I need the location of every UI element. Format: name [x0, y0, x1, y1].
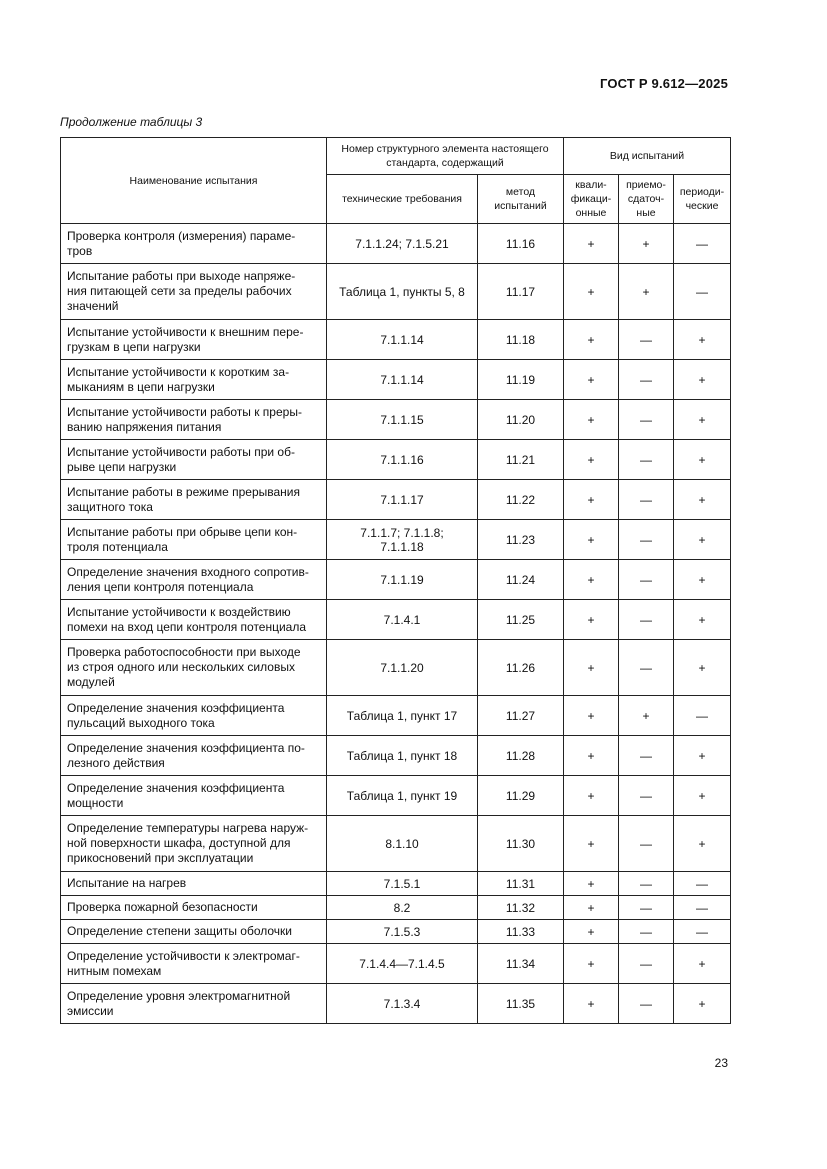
- header-test-kind: Вид испытаний: [564, 138, 731, 175]
- header-tech-requirements: технические требования: [327, 175, 478, 224]
- cell-tech-requirements: 7.1.5.3: [327, 920, 478, 944]
- cell-periodic: —: [674, 920, 731, 944]
- cell-test-method: 11.24: [478, 560, 564, 600]
- header-structural-element: Номер структурного элемента настоящего стандарта, содержащий: [327, 138, 564, 175]
- cell-tech-requirements: 8.2: [327, 896, 478, 920]
- cell-test-name: Испытание устойчивости работы к преры- ванию напряжения питания: [61, 400, 327, 440]
- table-row: [61, 776, 731, 816]
- table-row: [61, 896, 731, 920]
- cell-qualification: +: [564, 440, 619, 480]
- table-caption: Продолжение таблицы 3: [60, 115, 203, 129]
- table-row: [61, 640, 731, 696]
- cell-tech-requirements: 7.1.4.4—7.1.4.5: [327, 944, 478, 984]
- cell-test-method: 11.16: [478, 224, 564, 264]
- cell-periodic: +: [674, 480, 731, 520]
- cell-test-method: 11.20: [478, 400, 564, 440]
- cell-test-name: Проверка работоспособности при выходе из строя одного или нескольких силовых модулей: [61, 640, 327, 696]
- cell-acceptance: —: [619, 360, 674, 400]
- cell-test-name: Определение уровня электромагнитной эмиссии: [61, 984, 327, 1024]
- cell-tech-requirements: 7.1.1.14: [327, 360, 478, 400]
- cell-tech-requirements: 7.1.4.1: [327, 600, 478, 640]
- cell-qualification: +: [564, 480, 619, 520]
- tests-table: [60, 137, 731, 1024]
- cell-acceptance: —: [619, 480, 674, 520]
- cell-qualification: +: [564, 400, 619, 440]
- cell-tech-requirements: 7.1.1.7; 7.1.1.8; 7.1.1.18: [327, 520, 478, 560]
- cell-periodic: +: [674, 640, 731, 696]
- cell-test-method: 11.30: [478, 816, 564, 872]
- cell-periodic: +: [674, 776, 731, 816]
- cell-qualification: +: [564, 560, 619, 600]
- cell-acceptance: —: [619, 600, 674, 640]
- cell-tech-requirements: Таблица 1, пункт 18: [327, 736, 478, 776]
- header-qualification: квали- фикаци- онные: [564, 175, 619, 224]
- cell-test-name: Определение температуры нагрева наруж- ной поверхности шкафа, доступной для прикосновений при эксплуатации: [61, 816, 327, 872]
- cell-test-method: 11.28: [478, 736, 564, 776]
- cell-test-name: Определение устойчивости к электромаг- нитным помехам: [61, 944, 327, 984]
- table-row: [61, 944, 731, 984]
- table-row: [61, 400, 731, 440]
- document-id: ГОСТ Р 9.612—2025: [599, 76, 728, 91]
- cell-test-method: 11.33: [478, 920, 564, 944]
- cell-qualification: +: [564, 320, 619, 360]
- cell-test-name: Проверка контроля (измерения) параме- тров: [61, 224, 327, 264]
- cell-qualification: +: [564, 816, 619, 872]
- cell-acceptance: —: [619, 816, 674, 872]
- cell-qualification: +: [564, 736, 619, 776]
- cell-test-method: 11.29: [478, 776, 564, 816]
- cell-test-method: 11.32: [478, 896, 564, 920]
- cell-qualification: +: [564, 696, 619, 736]
- cell-test-method: 11.25: [478, 600, 564, 640]
- cell-qualification: +: [564, 520, 619, 560]
- cell-qualification: +: [564, 224, 619, 264]
- cell-test-name: Определение значения входного сопротив- ления цепи контроля потенциала: [61, 560, 327, 600]
- table-row: [61, 696, 731, 736]
- cell-tech-requirements: 7.1.1.24; 7.1.5.21: [327, 224, 478, 264]
- cell-periodic: —: [674, 896, 731, 920]
- cell-periodic: +: [674, 944, 731, 984]
- cell-test-method: 11.23: [478, 520, 564, 560]
- cell-test-name: Испытание устойчивости работы при об- рыве цепи нагрузки: [61, 440, 327, 480]
- cell-tech-requirements: 8.1.10: [327, 816, 478, 872]
- cell-test-name: Проверка пожарной безопасности: [61, 896, 327, 920]
- cell-acceptance: —: [619, 776, 674, 816]
- cell-tech-requirements: Таблица 1, пункт 19: [327, 776, 478, 816]
- cell-qualification: +: [564, 944, 619, 984]
- cell-periodic: +: [674, 520, 731, 560]
- cell-acceptance: +: [619, 696, 674, 736]
- cell-acceptance: —: [619, 640, 674, 696]
- cell-acceptance: —: [619, 440, 674, 480]
- cell-periodic: +: [674, 400, 731, 440]
- cell-test-method: 11.27: [478, 696, 564, 736]
- cell-periodic: —: [674, 872, 731, 896]
- cell-test-name: Определение значения коэффициента пульсаций выходного тока: [61, 696, 327, 736]
- cell-periodic: +: [674, 320, 731, 360]
- table-row: [61, 320, 731, 360]
- cell-periodic: +: [674, 440, 731, 480]
- cell-tech-requirements: 7.1.1.15: [327, 400, 478, 440]
- cell-qualification: +: [564, 984, 619, 1024]
- cell-acceptance: —: [619, 984, 674, 1024]
- table-row: [61, 736, 731, 776]
- cell-test-name: Испытание устойчивости к внешним пере- грузкам в цепи нагрузки: [61, 320, 327, 360]
- cell-acceptance: —: [619, 944, 674, 984]
- table-row: [61, 440, 731, 480]
- cell-periodic: —: [674, 264, 731, 320]
- cell-acceptance: —: [619, 560, 674, 600]
- table-row: [61, 600, 731, 640]
- cell-test-name: Испытание устойчивости к воздействию помехи на вход цепи контроля потенциала: [61, 600, 327, 640]
- cell-tech-requirements: 7.1.1.20: [327, 640, 478, 696]
- header-test-name: Наименование испытания: [61, 138, 327, 224]
- cell-test-method: 11.31: [478, 872, 564, 896]
- table-row: [61, 816, 731, 872]
- cell-test-name: Определение значения коэффициента мощности: [61, 776, 327, 816]
- cell-test-method: 11.21: [478, 440, 564, 480]
- cell-test-method: 11.26: [478, 640, 564, 696]
- cell-periodic: +: [674, 736, 731, 776]
- cell-tech-requirements: 7.1.1.16: [327, 440, 478, 480]
- cell-periodic: +: [674, 984, 731, 1024]
- header-periodic: периоди- ческие: [674, 175, 731, 224]
- cell-qualification: +: [564, 920, 619, 944]
- cell-qualification: +: [564, 264, 619, 320]
- cell-acceptance: —: [619, 872, 674, 896]
- cell-qualification: +: [564, 776, 619, 816]
- cell-acceptance: —: [619, 920, 674, 944]
- cell-acceptance: +: [619, 224, 674, 264]
- table-row: [61, 480, 731, 520]
- cell-tech-requirements: 7.1.1.17: [327, 480, 478, 520]
- cell-test-name: Определение значения коэффициента по- лезного действия: [61, 736, 327, 776]
- cell-tech-requirements: 7.1.1.14: [327, 320, 478, 360]
- cell-test-method: 11.18: [478, 320, 564, 360]
- cell-qualification: +: [564, 872, 619, 896]
- cell-test-name: Испытание на нагрев: [61, 872, 327, 896]
- table-row: [61, 872, 731, 896]
- cell-test-name: Испытание работы в режиме прерывания защитного тока: [61, 480, 327, 520]
- table-row: [61, 560, 731, 600]
- cell-tech-requirements: 7.1.1.19: [327, 560, 478, 600]
- table-header: [61, 138, 731, 224]
- cell-tech-requirements: 7.1.3.4: [327, 984, 478, 1024]
- table-row: [61, 264, 731, 320]
- cell-periodic: +: [674, 816, 731, 872]
- cell-test-name: Испытание работы при выходе напряже- ния питающей сети за пределы рабочих значений: [61, 264, 327, 320]
- cell-acceptance: —: [619, 400, 674, 440]
- cell-acceptance: —: [619, 520, 674, 560]
- cell-acceptance: —: [619, 896, 674, 920]
- table-row: [61, 224, 731, 264]
- cell-test-method: 11.17: [478, 264, 564, 320]
- cell-qualification: +: [564, 640, 619, 696]
- table-row: [61, 360, 731, 400]
- cell-test-method: 11.19: [478, 360, 564, 400]
- table-row: [61, 984, 731, 1024]
- cell-test-name: Испытание устойчивости к коротким за- мыканиям в цепи нагрузки: [61, 360, 327, 400]
- cell-tech-requirements: Таблица 1, пункты 5, 8: [327, 264, 478, 320]
- cell-qualification: +: [564, 600, 619, 640]
- cell-periodic: +: [674, 600, 731, 640]
- cell-test-method: 11.22: [478, 480, 564, 520]
- cell-acceptance: —: [619, 736, 674, 776]
- table-row: [61, 520, 731, 560]
- header-test-method: метод испытаний: [478, 175, 564, 224]
- cell-periodic: —: [674, 696, 731, 736]
- table-body: [61, 224, 731, 1024]
- page-number: 23: [714, 1056, 728, 1070]
- cell-qualification: +: [564, 360, 619, 400]
- cell-tech-requirements: 7.1.5.1: [327, 872, 478, 896]
- cell-test-method: 11.34: [478, 944, 564, 984]
- cell-qualification: +: [564, 896, 619, 920]
- cell-periodic: +: [674, 360, 731, 400]
- cell-acceptance: —: [619, 320, 674, 360]
- cell-periodic: +: [674, 560, 731, 600]
- cell-tech-requirements: Таблица 1, пункт 17: [327, 696, 478, 736]
- cell-test-name: Испытание работы при обрыве цепи кон- троля потенциала: [61, 520, 327, 560]
- cell-periodic: —: [674, 224, 731, 264]
- cell-test-name: Определение степени защиты оболочки: [61, 920, 327, 944]
- cell-acceptance: +: [619, 264, 674, 320]
- table-row: [61, 920, 731, 944]
- header-acceptance: приемо- сдаточ- ные: [619, 175, 674, 224]
- cell-test-method: 11.35: [478, 984, 564, 1024]
